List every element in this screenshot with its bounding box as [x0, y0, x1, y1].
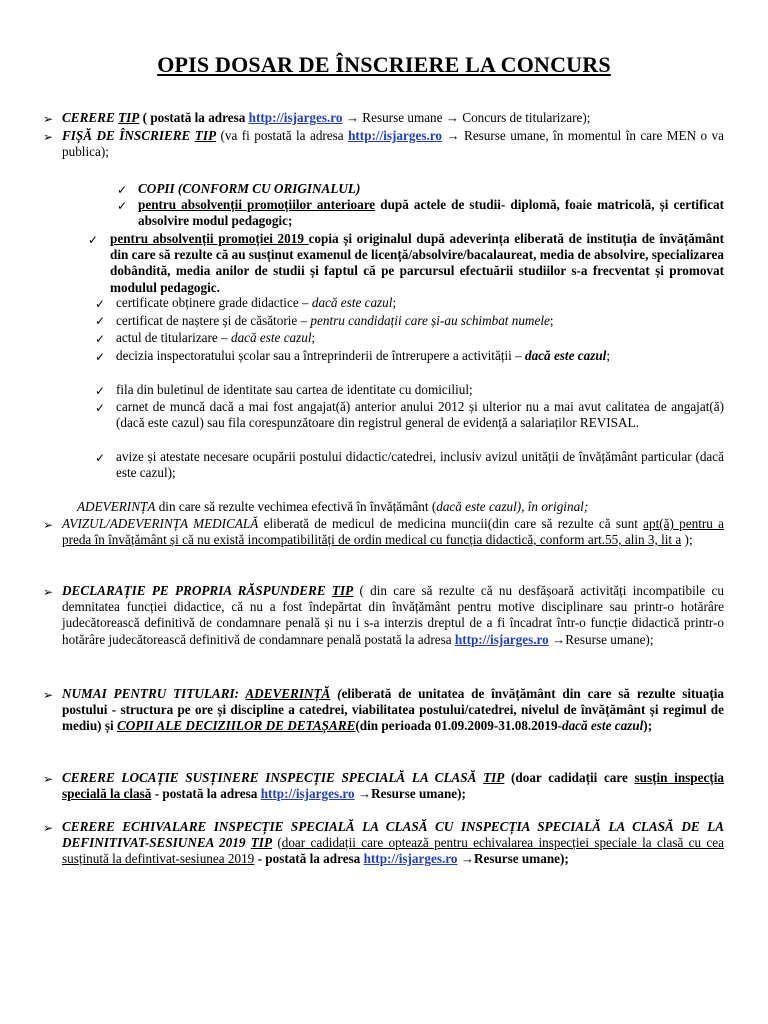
isjarges-link[interactable]: http://isjarges.ro [248, 110, 343, 125]
check-bullet-icon: ✓ [95, 401, 106, 415]
isjarges-link[interactable]: http://isjarges.ro [348, 128, 442, 143]
check-bullet-icon: ✓ [95, 297, 106, 311]
item-inspection-equivalence: CERERE ECHIVALARE INSPECȚIE SPECIALĂ LA CLASĂ CU INSPECȚIA SPECIALĂ LA CLASĂ DE LA DEFINITIVAT-SESIUNEA 2019 TIP (doar cadidații care optează pentru echivalarea inspecției speciale la clasă cu cea susținută la defintivat-sesiunea 2019 - postată la adresa http://isjarges.ro →Resurse umane); [62, 819, 724, 867]
isjarges-link[interactable]: http://isjarges.ro [260, 786, 355, 802]
item-interruption-decision: decizia inspectoratului școlar sau a întreprinderii de întrerupere a activității – dacă este cazul; [116, 348, 610, 363]
item-titularizare-act: actul de titularizare – dacă este cazul; [116, 330, 316, 345]
arrow-bullet-icon: ➢ [43, 585, 54, 599]
item-approvals: avize și atestate necesare ocupării postului didactic/catedrei, inclusiv avizul unității de învățământ particular (dacă este cazul); [116, 449, 724, 481]
item-work-book: carnet de muncă dacă a mai fost angajat(ă) anterior anului 2012 și ulterior nu a mai avut calitatea de angajat(ă) (dacă este cazul) sau fila corespunzătoare din registrul general de evidență a salariaților REVISAL. [116, 399, 724, 431]
check-bullet-icon: ✓ [88, 233, 99, 247]
item-cerere-tip: CERERE TIP ( postată la adresa http://isjarges.ro → Resurse umane → Concurs de titularizare); [62, 110, 591, 125]
check-bullet-icon: ✓ [117, 199, 128, 213]
arrow-bullet-icon: ➢ [43, 130, 54, 144]
isjarges-link[interactable]: http://isjarges.ro [454, 631, 549, 647]
item-grade-certificates: certificate obținere grade didactice – dacă este cazul; [116, 295, 397, 310]
item-adeverinta-vechime: ADEVERINȚA din care să rezulte vechimea efectivă în învățământ (dacă este cazul), în original; [77, 499, 589, 514]
arrow-bullet-icon: ➢ [43, 688, 54, 702]
arrow-bullet-icon: ➢ [43, 518, 54, 532]
check-bullet-icon: ✓ [95, 314, 106, 328]
check-bullet-icon: ✓ [95, 451, 106, 465]
item-id-card: fila din buletinul de identitate sau cartea de identitate cu domiciliul; [116, 382, 473, 397]
item-declaration: DECLARAȚIE PE PROPRIA RĂSPUNDERE TIP ( din care să rezulte că nu desfășoară activități incompatibile cu demnitatea funcției didactice, că nu a fost îndepărtat din învățământ pentru motive disciplinare sau printr-o hotărâre judecătorească definitivă de condamnare penală și nu i s-a interzis dreptul de a fi încadrat într-o funcție didactică printr-o hotărâre judecătorească definitivă de condamnare penală postată la adresa http://isjarges.ro →Resurse umane); [62, 583, 724, 647]
check-bullet-icon: ✓ [117, 183, 128, 197]
copy-previous-graduates: pentru absolvenții promoțiilor anterioare după actele de studii- diplomă, foaie matricolă, și certificat absolvire modul pedagogic; [138, 197, 724, 229]
arrow-bullet-icon: ➢ [43, 772, 54, 786]
item-medical-certificate: AVIZUL/ADEVERINȚA MEDICALĂ eliberată de medicul de medicina muncii(din care să rezulte că sunt apt(ă) pentru a preda în învățământ și că nu există incompatibilități de ordin medical cu funcția didactică, conform art.55, alin 3, lit a ); [62, 516, 725, 548]
item-inspection-location: CERERE LOCAȚIE SUSȚINERE INSPECȚIE SPECIALĂ LA CLASĂ TIP (doar cadidații care susțin inspecția specială la clasă - postată la adresa http://isjarges.ro →Resurse umane); [62, 770, 724, 802]
check-bullet-icon: ✓ [95, 384, 106, 398]
check-bullet-icon: ✓ [95, 350, 106, 364]
item-fisa-inscriere: FIȘĂ DE ÎNSCRIERE TIP (va fi postată la adresa http://isjarges.ro → Resurse umane, în momentul în care MEN o va publica); [62, 128, 724, 160]
arrow-bullet-icon: ➢ [43, 821, 54, 835]
arrow-bullet-icon: ➢ [43, 112, 54, 126]
check-bullet-icon: ✓ [95, 332, 106, 346]
page-title: OPIS DOSAR DE ÎNSCRIERE LA CONCURS [157, 52, 611, 77]
isjarges-link[interactable]: http://isjarges.ro [363, 851, 458, 867]
copy-2019-graduates: pentru absolvenții promoției 2019 copia și originalul după adeverința eliberată de instituția de învățământ din care să rezulte că au susținut examenul de licență/absolvire/bacalaureat, media de absolvire, specializarea dobândită, media anilor de studii și faptul că pe parcursul efectuării studiilor s-a frecventat și promovat modulul pedagogic. [110, 231, 724, 295]
item-birth-marriage: certificat de naștere și de căsătorie – pentru candidații care și-au schimbat numele; [116, 313, 554, 328]
copies-heading: COPII (CONFORM CU ORIGINALUL) [138, 181, 361, 196]
item-titular-certificate: NUMAI PENTRU TITULARI: ADEVERINȚĂ (eliberată de unitatea de învățământ din care să rezulte situația postului - structura pe ore și discipline a catedrei, viabilitatea postului/catedrei, nivelul de învățământ și regimul de mediu) și COPII ALE DECIZIILOR DE DETAȘARE(din perioada 01.09.2009-31.08.2019-dacă este cazul); [62, 686, 724, 734]
